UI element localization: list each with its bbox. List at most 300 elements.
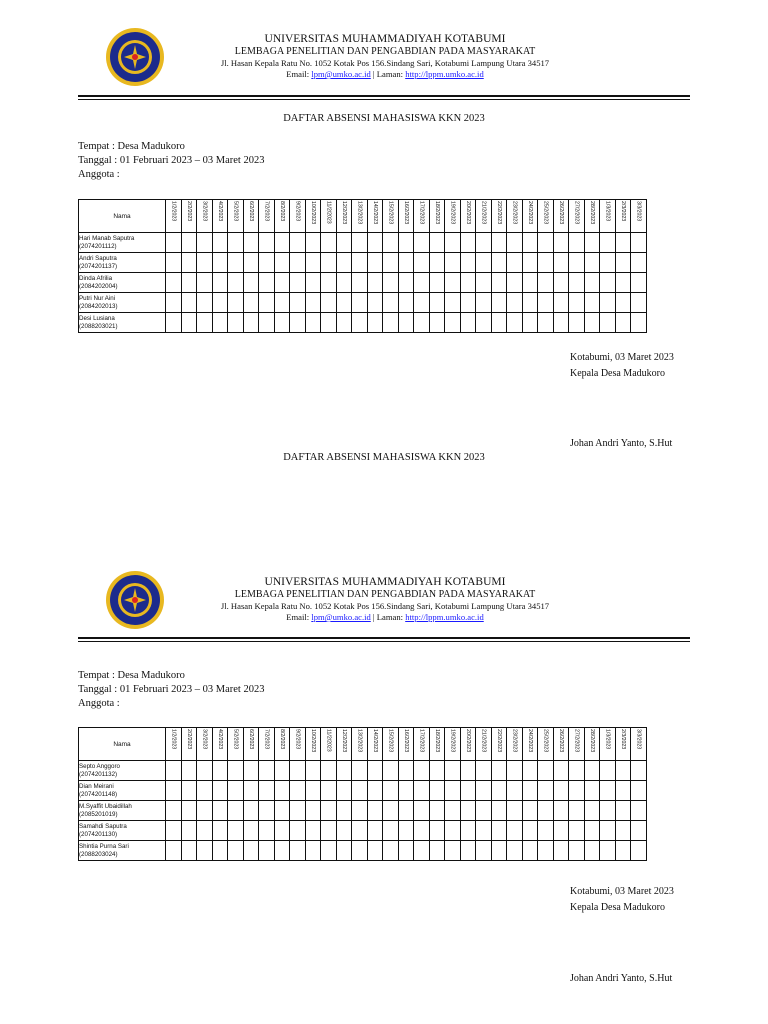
attendance-cell[interactable] [336,841,352,861]
attendance-cell[interactable] [398,841,414,861]
attendance-cell[interactable] [600,233,616,253]
attendance-cell[interactable] [631,761,647,781]
attendance-cell[interactable] [383,761,399,781]
attendance-cell[interactable] [336,253,352,273]
attendance-cell[interactable] [352,253,368,273]
attendance-cell[interactable] [181,841,197,861]
attendance-cell[interactable] [259,313,275,333]
attendance-cell[interactable] [507,253,523,273]
attendance-cell[interactable] [228,821,244,841]
attendance-cell[interactable] [228,233,244,253]
attendance-cell[interactable] [491,781,507,801]
attendance-cell[interactable] [553,821,569,841]
attendance-cell[interactable] [569,781,585,801]
attendance-cell[interactable] [166,821,182,841]
attendance-cell[interactable] [228,313,244,333]
attendance-cell[interactable] [600,293,616,313]
attendance-cell[interactable] [445,313,461,333]
attendance-cell[interactable] [259,821,275,841]
attendance-cell[interactable] [429,761,445,781]
attendance-cell[interactable] [290,273,306,293]
attendance-cell[interactable] [538,781,554,801]
attendance-cell[interactable] [290,253,306,273]
attendance-cell[interactable] [321,821,337,841]
attendance-cell[interactable] [553,841,569,861]
attendance-cell[interactable] [615,821,631,841]
attendance-cell[interactable] [274,313,290,333]
attendance-cell[interactable] [305,781,321,801]
attendance-cell[interactable] [212,273,228,293]
attendance-cell[interactable] [569,821,585,841]
attendance-cell[interactable] [336,801,352,821]
attendance-cell[interactable] [166,273,182,293]
attendance-cell[interactable] [383,313,399,333]
attendance-cell[interactable] [197,801,213,821]
attendance-cell[interactable] [460,253,476,273]
attendance-cell[interactable] [631,273,647,293]
attendance-cell[interactable] [476,253,492,273]
attendance-cell[interactable] [631,781,647,801]
attendance-cell[interactable] [600,821,616,841]
attendance-cell[interactable] [383,253,399,273]
attendance-cell[interactable] [228,273,244,293]
attendance-cell[interactable] [584,293,600,313]
attendance-cell[interactable] [491,273,507,293]
attendance-cell[interactable] [321,761,337,781]
attendance-cell[interactable] [429,781,445,801]
attendance-cell[interactable] [414,293,430,313]
attendance-cell[interactable] [398,253,414,273]
attendance-cell[interactable] [414,841,430,861]
attendance-cell[interactable] [615,761,631,781]
attendance-cell[interactable] [274,821,290,841]
attendance-cell[interactable] [522,761,538,781]
attendance-cell[interactable] [352,841,368,861]
attendance-cell[interactable] [352,821,368,841]
attendance-cell[interactable] [569,313,585,333]
attendance-cell[interactable] [507,821,523,841]
attendance-cell[interactable] [259,233,275,253]
attendance-cell[interactable] [352,781,368,801]
attendance-cell[interactable] [181,273,197,293]
attendance-cell[interactable] [398,761,414,781]
attendance-cell[interactable] [181,233,197,253]
attendance-cell[interactable] [290,841,306,861]
attendance-cell[interactable] [476,313,492,333]
attendance-cell[interactable] [305,313,321,333]
attendance-cell[interactable] [243,781,259,801]
attendance-cell[interactable] [507,273,523,293]
attendance-cell[interactable] [491,313,507,333]
attendance-cell[interactable] [584,801,600,821]
attendance-cell[interactable] [274,273,290,293]
email-link[interactable]: lpm@umko.ac.id [311,69,371,79]
attendance-cell[interactable] [181,313,197,333]
attendance-cell[interactable] [243,253,259,273]
attendance-cell[interactable] [429,841,445,861]
attendance-cell[interactable] [476,841,492,861]
attendance-cell[interactable] [212,801,228,821]
attendance-cell[interactable] [290,821,306,841]
attendance-cell[interactable] [367,761,383,781]
attendance-cell[interactable] [631,253,647,273]
attendance-cell[interactable] [445,781,461,801]
attendance-cell[interactable] [274,781,290,801]
attendance-cell[interactable] [259,761,275,781]
attendance-cell[interactable] [460,761,476,781]
attendance-cell[interactable] [197,761,213,781]
attendance-cell[interactable] [538,821,554,841]
attendance-cell[interactable] [522,313,538,333]
attendance-cell[interactable] [445,253,461,273]
attendance-cell[interactable] [522,781,538,801]
attendance-cell[interactable] [336,293,352,313]
attendance-cell[interactable] [414,761,430,781]
attendance-cell[interactable] [615,293,631,313]
attendance-cell[interactable] [569,273,585,293]
attendance-cell[interactable] [274,253,290,273]
website-link[interactable]: http://lppm.umko.ac.id [405,69,484,79]
attendance-cell[interactable] [522,841,538,861]
attendance-cell[interactable] [553,761,569,781]
attendance-cell[interactable] [460,801,476,821]
attendance-cell[interactable] [445,761,461,781]
attendance-cell[interactable] [274,293,290,313]
attendance-cell[interactable] [600,273,616,293]
attendance-cell[interactable] [631,293,647,313]
attendance-cell[interactable] [429,821,445,841]
attendance-cell[interactable] [631,313,647,333]
attendance-cell[interactable] [305,761,321,781]
attendance-cell[interactable] [429,233,445,253]
attendance-cell[interactable] [584,841,600,861]
attendance-cell[interactable] [398,313,414,333]
attendance-cell[interactable] [414,781,430,801]
attendance-cell[interactable] [228,761,244,781]
attendance-cell[interactable] [243,761,259,781]
attendance-cell[interactable] [491,761,507,781]
attendance-cell[interactable] [259,801,275,821]
attendance-cell[interactable] [321,801,337,821]
attendance-cell[interactable] [429,801,445,821]
attendance-cell[interactable] [383,801,399,821]
attendance-cell[interactable] [321,781,337,801]
attendance-cell[interactable] [584,781,600,801]
attendance-cell[interactable] [538,273,554,293]
attendance-cell[interactable] [243,293,259,313]
attendance-cell[interactable] [507,233,523,253]
attendance-cell[interactable] [274,841,290,861]
attendance-cell[interactable] [383,841,399,861]
attendance-cell[interactable] [429,293,445,313]
attendance-cell[interactable] [243,233,259,253]
attendance-cell[interactable] [553,313,569,333]
attendance-cell[interactable] [274,233,290,253]
attendance-cell[interactable] [305,821,321,841]
attendance-cell[interactable] [367,781,383,801]
attendance-cell[interactable] [631,841,647,861]
attendance-cell[interactable] [166,233,182,253]
attendance-cell[interactable] [615,313,631,333]
attendance-cell[interactable] [181,761,197,781]
attendance-cell[interactable] [166,253,182,273]
attendance-cell[interactable] [538,761,554,781]
attendance-cell[interactable] [383,781,399,801]
attendance-cell[interactable] [445,273,461,293]
attendance-cell[interactable] [414,273,430,293]
attendance-cell[interactable] [197,293,213,313]
attendance-cell[interactable] [383,821,399,841]
attendance-cell[interactable] [414,801,430,821]
attendance-cell[interactable] [259,781,275,801]
attendance-cell[interactable] [476,293,492,313]
attendance-cell[interactable] [336,781,352,801]
attendance-cell[interactable] [243,821,259,841]
attendance-cell[interactable] [476,233,492,253]
attendance-cell[interactable] [212,821,228,841]
attendance-cell[interactable] [212,233,228,253]
attendance-cell[interactable] [522,233,538,253]
attendance-cell[interactable] [321,233,337,253]
attendance-cell[interactable] [243,313,259,333]
attendance-cell[interactable] [166,781,182,801]
attendance-cell[interactable] [460,781,476,801]
attendance-cell[interactable] [290,781,306,801]
attendance-cell[interactable] [584,313,600,333]
attendance-cell[interactable] [181,293,197,313]
attendance-cell[interactable] [228,841,244,861]
attendance-cell[interactable] [212,761,228,781]
attendance-cell[interactable] [615,801,631,821]
attendance-cell[interactable] [507,781,523,801]
attendance-cell[interactable] [166,293,182,313]
attendance-cell[interactable] [228,253,244,273]
attendance-cell[interactable] [507,841,523,861]
attendance-cell[interactable] [615,781,631,801]
attendance-cell[interactable] [522,273,538,293]
attendance-cell[interactable] [522,293,538,313]
attendance-cell[interactable] [290,801,306,821]
attendance-cell[interactable] [367,801,383,821]
attendance-cell[interactable] [553,233,569,253]
attendance-cell[interactable] [197,781,213,801]
attendance-cell[interactable] [445,293,461,313]
attendance-cell[interactable] [352,761,368,781]
attendance-cell[interactable] [507,761,523,781]
attendance-cell[interactable] [538,313,554,333]
attendance-cell[interactable] [460,313,476,333]
attendance-cell[interactable] [321,253,337,273]
attendance-cell[interactable] [553,293,569,313]
attendance-cell[interactable] [569,761,585,781]
attendance-cell[interactable] [181,253,197,273]
attendance-cell[interactable] [398,273,414,293]
attendance-cell[interactable] [429,273,445,293]
attendance-cell[interactable] [600,313,616,333]
attendance-cell[interactable] [569,801,585,821]
attendance-cell[interactable] [584,253,600,273]
attendance-cell[interactable] [321,313,337,333]
website-link[interactable]: http://lppm.umko.ac.id [405,612,484,622]
attendance-cell[interactable] [197,821,213,841]
attendance-cell[interactable] [336,821,352,841]
attendance-cell[interactable] [259,273,275,293]
attendance-cell[interactable] [197,313,213,333]
attendance-cell[interactable] [553,781,569,801]
attendance-cell[interactable] [212,253,228,273]
attendance-cell[interactable] [305,801,321,821]
attendance-cell[interactable] [166,841,182,861]
attendance-cell[interactable] [367,841,383,861]
attendance-cell[interactable] [538,253,554,273]
attendance-cell[interactable] [336,273,352,293]
attendance-cell[interactable] [321,273,337,293]
attendance-cell[interactable] [522,821,538,841]
attendance-cell[interactable] [367,253,383,273]
attendance-cell[interactable] [166,761,182,781]
attendance-cell[interactable] [584,273,600,293]
attendance-cell[interactable] [212,313,228,333]
attendance-cell[interactable] [460,821,476,841]
attendance-cell[interactable] [615,253,631,273]
email-link[interactable]: lpm@umko.ac.id [311,612,371,622]
attendance-cell[interactable] [414,253,430,273]
attendance-cell[interactable] [538,841,554,861]
attendance-cell[interactable] [553,801,569,821]
attendance-cell[interactable] [228,293,244,313]
attendance-cell[interactable] [243,841,259,861]
attendance-cell[interactable] [460,841,476,861]
attendance-cell[interactable] [166,801,182,821]
attendance-cell[interactable] [383,293,399,313]
attendance-cell[interactable] [631,801,647,821]
attendance-cell[interactable] [290,293,306,313]
attendance-cell[interactable] [429,313,445,333]
attendance-cell[interactable] [197,253,213,273]
attendance-cell[interactable] [631,821,647,841]
attendance-cell[interactable] [367,313,383,333]
attendance-cell[interactable] [476,801,492,821]
attendance-cell[interactable] [600,841,616,861]
attendance-cell[interactable] [491,293,507,313]
attendance-cell[interactable] [460,233,476,253]
attendance-cell[interactable] [305,273,321,293]
attendance-cell[interactable] [321,841,337,861]
attendance-cell[interactable] [352,801,368,821]
attendance-cell[interactable] [445,801,461,821]
attendance-cell[interactable] [600,781,616,801]
attendance-cell[interactable] [181,821,197,841]
attendance-cell[interactable] [305,253,321,273]
attendance-cell[interactable] [476,273,492,293]
attendance-cell[interactable] [197,841,213,861]
attendance-cell[interactable] [460,273,476,293]
attendance-cell[interactable] [398,821,414,841]
attendance-cell[interactable] [197,273,213,293]
attendance-cell[interactable] [445,233,461,253]
attendance-cell[interactable] [398,801,414,821]
attendance-cell[interactable] [491,253,507,273]
attendance-cell[interactable] [414,313,430,333]
attendance-cell[interactable] [600,761,616,781]
attendance-cell[interactable] [290,313,306,333]
attendance-cell[interactable] [600,801,616,821]
attendance-cell[interactable] [507,801,523,821]
attendance-cell[interactable] [584,761,600,781]
attendance-cell[interactable] [243,801,259,821]
attendance-cell[interactable] [228,781,244,801]
attendance-cell[interactable] [569,841,585,861]
attendance-cell[interactable] [243,273,259,293]
attendance-cell[interactable] [383,233,399,253]
attendance-cell[interactable] [305,233,321,253]
attendance-cell[interactable] [491,233,507,253]
attendance-cell[interactable] [615,273,631,293]
attendance-cell[interactable] [569,253,585,273]
attendance-cell[interactable] [259,253,275,273]
attendance-cell[interactable] [553,253,569,273]
attendance-cell[interactable] [290,233,306,253]
attendance-cell[interactable] [352,313,368,333]
attendance-cell[interactable] [305,841,321,861]
attendance-cell[interactable] [367,821,383,841]
attendance-cell[interactable] [336,761,352,781]
attendance-cell[interactable] [491,841,507,861]
attendance-cell[interactable] [569,293,585,313]
attendance-cell[interactable] [290,761,306,781]
attendance-cell[interactable] [212,781,228,801]
attendance-cell[interactable] [476,761,492,781]
attendance-cell[interactable] [538,801,554,821]
attendance-cell[interactable] [615,233,631,253]
attendance-cell[interactable] [476,821,492,841]
attendance-cell[interactable] [429,253,445,273]
attendance-cell[interactable] [491,821,507,841]
attendance-cell[interactable] [383,273,399,293]
attendance-cell[interactable] [367,293,383,313]
attendance-cell[interactable] [445,841,461,861]
attendance-cell[interactable] [274,801,290,821]
attendance-cell[interactable] [615,841,631,861]
attendance-cell[interactable] [569,233,585,253]
attendance-cell[interactable] [507,293,523,313]
attendance-cell[interactable] [522,253,538,273]
attendance-cell[interactable] [166,313,182,333]
attendance-cell[interactable] [522,801,538,821]
attendance-cell[interactable] [274,761,290,781]
attendance-cell[interactable] [336,313,352,333]
attendance-cell[interactable] [228,801,244,821]
attendance-cell[interactable] [352,273,368,293]
attendance-cell[interactable] [584,233,600,253]
attendance-cell[interactable] [584,821,600,841]
attendance-cell[interactable] [460,293,476,313]
attendance-cell[interactable] [476,781,492,801]
attendance-cell[interactable] [398,781,414,801]
attendance-cell[interactable] [491,801,507,821]
attendance-cell[interactable] [367,233,383,253]
attendance-cell[interactable] [212,841,228,861]
attendance-cell[interactable] [305,293,321,313]
attendance-cell[interactable] [352,293,368,313]
attendance-cell[interactable] [600,253,616,273]
attendance-cell[interactable] [445,821,461,841]
attendance-cell[interactable] [259,293,275,313]
attendance-cell[interactable] [352,233,368,253]
attendance-cell[interactable] [367,273,383,293]
attendance-cell[interactable] [414,233,430,253]
attendance-cell[interactable] [181,801,197,821]
